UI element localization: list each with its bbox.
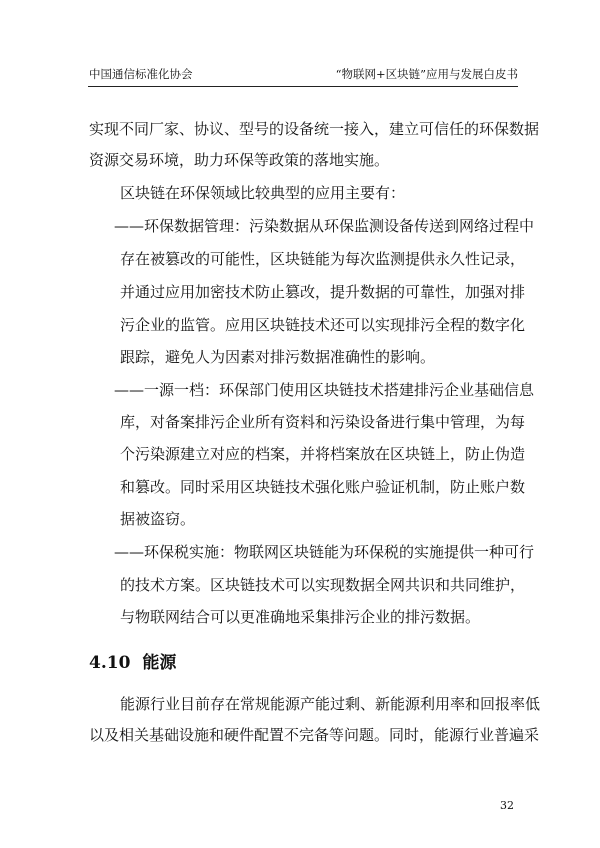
header-document-title: “物联网+区块链”应用与发展白皮书	[335, 67, 518, 81]
page-number: 32	[500, 799, 514, 812]
item-one-source-line-5: 据被盗窃。	[120, 510, 196, 528]
section-number: 4.10	[89, 653, 131, 673]
item-one-source-line-3: 个污染源建立对应的档案，并将档案放在区块链上，防止伪造	[120, 445, 526, 463]
item-env-tax-line-2: 的技术方案。区块链技术可以实现数据全网共识和共同维护，	[120, 576, 526, 594]
lead-paragraph: 区块链在环保领域比较典型的应用主要有：	[120, 184, 406, 202]
item-one-source-line-2: 库，对备案排污企业所有资料和污染设备进行集中管理，为每	[120, 413, 526, 431]
item-env-data-line-5: 跟踪，避免人为因素对排污数据准确性的影响。	[120, 348, 436, 366]
header-divider	[88, 86, 518, 87]
energy-line-2: 以及相关基础设施和硬件配置不完备等问题。同时，能源行业普遍采	[89, 726, 540, 744]
item-env-tax-line-1: ——环保税实施：物联网区块链能为环保税的实施提供一种可行	[114, 543, 535, 561]
header-organization: 中国通信标准化协会	[89, 67, 193, 81]
item-one-source-line-1: ——一源一档：环保部门使用区块链技术搭建排污企业基础信息	[114, 381, 535, 399]
item-env-data-line-1: ——环保数据管理：污染数据从环保监测设备传送到网络过程中	[114, 217, 535, 235]
item-env-data-line-4: 污企业的监管。应用区块链技术还可以实现排污全程的数字化	[120, 316, 526, 334]
item-env-data-line-2: 存在被篡改的可能性，区块链能为每次监测提供永久性记录，	[120, 250, 526, 268]
energy-line-1: 能源行业目前存在常规能源产能过剩、新能源利用率和回报率低	[120, 695, 541, 713]
item-env-data-line-3: 并通过应用加密技术防止篡改，提升数据的可靠性，加强对排	[120, 283, 526, 301]
intro-line-1: 实现不同厂家、协议、型号的设备统一接入，建立可信任的环保数据	[89, 120, 540, 138]
section-title: 能源	[142, 653, 177, 673]
item-env-tax-line-3: 与物联网结合可以更准确地采集排污企业的排污数据。	[120, 608, 481, 626]
item-one-source-line-4: 和篡改。同时采用区块链技术强化账户验证机制，防止账户数	[120, 478, 526, 496]
section-heading	[89, 652, 176, 674]
intro-line-2: 资源交易环境，助力环保等政策的落地实施。	[89, 151, 390, 169]
